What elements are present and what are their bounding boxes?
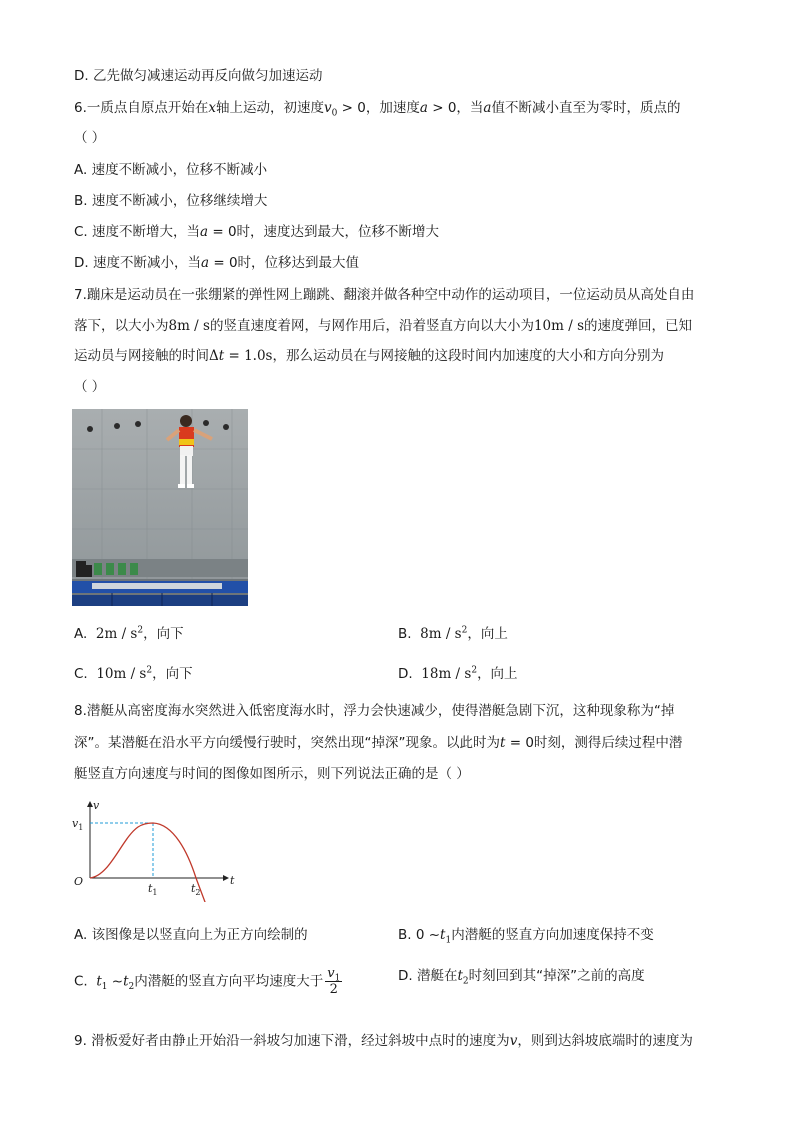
q8-option-d-var: t <box>457 968 463 984</box>
q6-option-d-post: = 0时，位移达到最大值 <box>209 255 360 271</box>
q8-line2-t: t <box>499 735 506 751</box>
q7-option-d-exp: 2 <box>471 665 478 676</box>
q6-bracket: （ ） <box>74 130 106 146</box>
q7-option-d <box>398 664 518 684</box>
q7-line3 <box>74 346 664 366</box>
q7-option-d-dir: ，向上 <box>477 666 518 682</box>
q6-stem-a: 一质点自原点开始在 <box>86 100 209 116</box>
q7-line2-v1: 8m / s <box>168 318 210 334</box>
q7-line3-t: t <box>218 348 225 364</box>
q8-option-b-var: t <box>440 927 446 943</box>
q6-option-b: B. 速度不断减小，位移继续增大 <box>74 193 268 209</box>
q6-option-d <box>74 253 359 273</box>
q8-line1 <box>74 701 674 721</box>
q6-option-c-pre: C. 速度不断增大，当 <box>74 224 201 240</box>
q8-line2 <box>74 733 682 753</box>
q7-option-b <box>398 624 508 644</box>
q7-line3-delta: Δ <box>209 348 219 364</box>
q8-option-c-s1: 1 <box>101 982 108 993</box>
q7-bracket: （ ） <box>74 379 106 395</box>
q6-option-c <box>74 222 439 242</box>
q7-line3-val: = 1.0s <box>224 348 273 364</box>
q8-line1-text: 潜艇从高密度海水突然进入低密度海水时，浮力会快速减少，使得潜艇急剧下沉，这种现象称为“掉 <box>86 703 675 719</box>
q8-option-d-pre: D. 潜艇在 <box>398 968 458 984</box>
q7-option-a-value: 2m / s <box>95 626 138 642</box>
q8-option-a: A. 该图像是以竖直向上为正方向绘制的 <box>74 927 308 943</box>
q8-option-d-sub: 2 <box>462 976 469 987</box>
label-v: v <box>93 799 100 812</box>
q6-cond-a: > 0，当 <box>427 100 484 116</box>
q9-var-v: v <box>509 1033 518 1049</box>
q7-line2-b: 的竖直速度着网，与网作用后，沿着竖直方向以大小为 <box>209 318 534 334</box>
label-v1: $v_1$ <box>72 817 84 832</box>
q8-line2-a: 深”。某潜艇在沿水平方向缓慢行驶时，突然出现“掉深”现象。以此时为 <box>74 735 500 751</box>
q7-line1 <box>74 285 694 305</box>
trampoline-photo <box>72 409 248 606</box>
q6-var-a: a <box>419 100 428 116</box>
q8-option-c-t2: t <box>123 973 129 990</box>
q8-option-b-sub: 1 <box>445 935 452 946</box>
trampoline-photo-art <box>72 409 248 606</box>
q8-option-c-t1: t <box>96 973 102 990</box>
q8-option-b-pre: B. 0 ~ <box>398 927 441 943</box>
q7-option-c-exp: 2 <box>146 665 153 676</box>
q7-line3-a: 运动员与网接触的时间 <box>74 348 209 364</box>
q6-option-c-var: a <box>200 224 209 240</box>
q7-option-a-label: A. <box>74 626 88 642</box>
label-t2: $t_2$ <box>191 882 201 897</box>
q7-option-a-dir: ，向下 <box>143 626 184 642</box>
q7-line2 <box>74 316 692 336</box>
q8-option-c-numerator: $v_1$ <box>327 966 341 984</box>
q9-number: 9. <box>74 1033 87 1049</box>
q8-option-c-s2: 2 <box>128 982 135 993</box>
q6-var-x: x <box>208 100 217 116</box>
q7-option-c <box>74 664 193 684</box>
q7-line2-c: 的速度弹回，已知 <box>584 318 692 334</box>
q9-line1-a: 滑板爱好者由静止开始沿一斜坡匀加速下滑，经过斜坡中点时的速度为 <box>91 1033 510 1049</box>
q6-option-d-var: a <box>200 255 210 271</box>
q8-line2-b: = 0时刻，测得后续过程中潜 <box>505 735 683 751</box>
q6-stem <box>74 98 680 118</box>
q6-cond-v0: > 0，加速度 <box>337 100 420 116</box>
q6-number: 6. <box>74 100 87 116</box>
q7-option-c-label: C. <box>74 666 88 682</box>
label-origin: O <box>74 875 84 888</box>
q8-option-d-post: 时刻回到其“掉深”之前的高度 <box>468 968 645 984</box>
label-t: t <box>230 874 235 887</box>
q8-option-d <box>398 966 645 986</box>
q8-option-c-tilde: ~ <box>107 973 124 990</box>
q6-var-a2: a <box>483 100 492 116</box>
q7-option-c-dir: ，向下 <box>152 666 193 682</box>
vt-graph <box>70 798 250 902</box>
q7-option-d-value: 18m / s <box>421 666 472 682</box>
q8-option-c-denominator: 2 <box>329 982 338 997</box>
q7-option-c-value: 10m / s <box>96 666 147 682</box>
q6-option-c-post: = 0时，速度达到最大，位移不断增大 <box>208 224 440 240</box>
q7-option-a-exp: 2 <box>137 625 144 636</box>
q6-option-a: A. 速度不断减小，位移不断减小 <box>74 162 268 178</box>
q7-option-a <box>74 624 184 644</box>
q7-number: 7. <box>74 287 87 303</box>
q8-option-b <box>398 925 654 945</box>
label-t1: $t_1$ <box>148 882 158 897</box>
q7-line1-text: 蹦床是运动员在一张绷紧的弹性网上蹦跳、翻滚并做各种空中动作的运动项目，一位运动员从高处自由 <box>86 287 695 303</box>
q7-option-b-exp: 2 <box>461 625 468 636</box>
q8-number: 8. <box>74 703 87 719</box>
q7-line2-a: 落下，以大小为 <box>74 318 169 334</box>
q7-line2-v2: 10m / s <box>533 318 584 334</box>
q6-stem-c: 值不断减小直至为零时，质点的 <box>491 100 681 116</box>
q7-option-d-label: D. <box>398 666 413 682</box>
q7-option-b-value: 8m / s <box>420 626 462 642</box>
q8-option-c-pre: C. <box>74 973 88 990</box>
q8-line3: 艇竖直方向速度与时间的图像如图所示，则下列说法正确的是（ ） <box>74 766 470 782</box>
q7-option-b-label: B. <box>398 626 412 642</box>
q8-option-c <box>74 966 342 997</box>
q6-sub-0: 0 <box>331 108 338 119</box>
q8-option-c-post: 内潜艇的竖直方向平均速度大于 <box>134 973 324 990</box>
q7-option-b-dir: ，向上 <box>467 626 508 642</box>
q5-option-d: D. 乙先做匀减速运动再反向做匀加速运动 <box>74 68 323 84</box>
q6-stem-b: 轴上运动，初速度 <box>216 100 325 116</box>
q7-line3-b: ，那么运动员在与网接触的这段时间内加速度的大小和方向分别为 <box>272 348 664 364</box>
q8-option-c-fraction <box>325 966 342 997</box>
q6-option-d-pre: D. 速度不断减小，当 <box>74 255 201 271</box>
q9-line1 <box>74 1031 693 1051</box>
q8-option-b-post: 内潜艇的竖直方向加速度保持不变 <box>451 927 654 943</box>
q9-line1-b: ，则到达斜坡底端时的速度为 <box>517 1033 693 1049</box>
q6-var-v0: v <box>324 100 332 116</box>
